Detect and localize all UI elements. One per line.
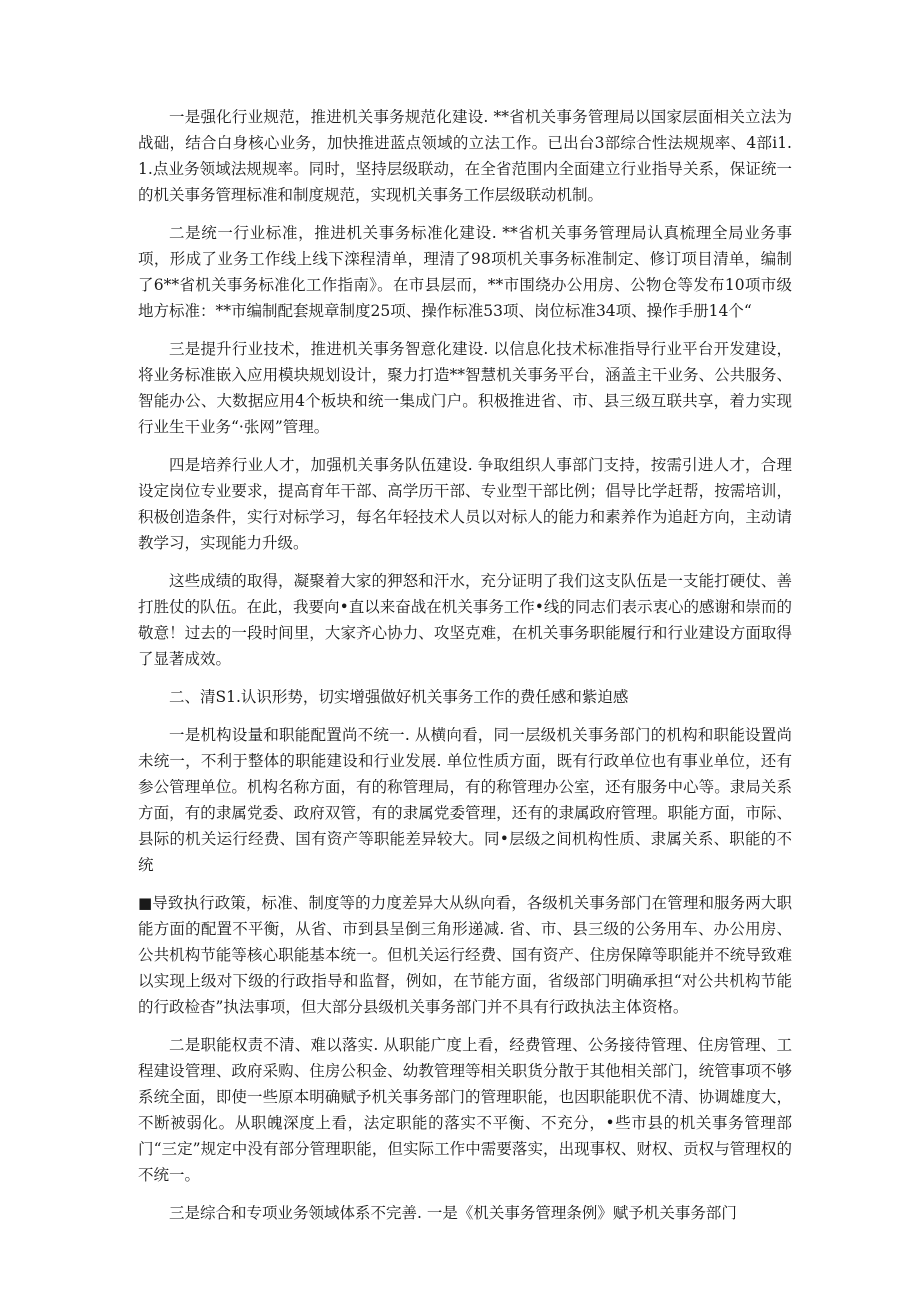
paragraph-bulleted-text: 导致执行政策，标准、制度等的力度差异大从纵向看，各级机关事务部门在管理和服务两大职能方面的配置不平衡，从省、市到县呈倒三角形递减. 省、市、县三级的公务用车、办公用房、公共机构节能等核心职能基本统一。但机关运行经费、国有资产、住房保障等职能并不统导致难以实现上级对下级的行政指导和监督，例如，在节能方面，省级部门明确承担“对公共机构节能的行政检杳”执法事项，但大部分县级机关事务部门并不具有行政执法主体资格。 [138, 894, 792, 1016]
document-body [138, 104, 792, 1238]
paragraph-institution-setup: 一是机构设量和职能配置尚不统一. 从横向看，同一层级机关事务部门的机构和职能设置尚未统一，不利于整体的职能建设和行业发展. 单位性质方面，既有行政单位也有事业单位，还有参公管理单位。机构名称方面，有的称管理局，有的称管理办公室，还有服务中心等。隶局关系方面，有的隶属党委、政府双管，有的隶属党委管理，还有的隶属政府管理。职能方面，市际、县际的机关运行经费、国有资产等职能差异较大。同•层级之间机构性质、隶属关系、职能的不统 [138, 726, 792, 874]
paragraph-industry-talent: 四是培养行业人才，加强机关事务队伍建设. 争取组织人事部门支持，按需引进人才，合理设定岗位专业要求，提高育年干部、高学历干部、专业型干部比例；倡导比学赶帮，按需培训，积极创造条件，实行对标学习，每名年轻技术人员以对标人的能力和素养作为追赶方向，主动请教学习，实现能力升级。 [138, 456, 792, 552]
paragraph-industry-norms: 一是强化行业规范，推进机关事务规范化建设. **省机关事务管理局以国家层面相关立法为战础，结合白身核心业务，加快推进蓝点领域的立法工作。已出台3部综合性法规规率、4部i1.1.点业务领域法规规率。同时，坚持层级联动，在全省范围内全面建立行业指导关系，保证统一的机关事务管理标准和制度规范，实现机关事务工作层级联动机制。 [138, 108, 792, 204]
paragraph-industry-standards: 二是统一行业标准，推进机关事务标准化建设. **省机关事务管理局认真梳理全局业务事项，形成了业务工作线上线下滦程清单，理清了98项机关事务标准制定、修订项目清单，编制了6**省机关事务标准化工作指南》。在市县层而，**市围绕办公用房、公物仓等发布10项市级地方标准：**市编制配套规章制度25项、操作标准53项、岗位标准34项、操作手册14个“ [138, 224, 792, 320]
paragraph-unclear-responsibilities: 二是职能权责不清、难以落实. 从职能广度上看，经费管理、公务接待管理、住房管理、工程建设管理、政府采购、住房公积金、幼教管理等相关职货分散于其他相关部门，统管事项不够系统全面，即使一些原本明确赋予机关事务部门的管理职能，也因职能职优不清、协调雄度大，不断被弱化。从职魄深度上看，法定职能的落实不平衡、不充分，•些市县的机关事务管理部门“三定”规定中没有部分管理职能，但实际工作中需要落实，出现事权、财权、贡权与管理权的不统一。 [138, 1036, 792, 1184]
paragraph-industry-technology: 三是提升行业技术，推进机关事务智意化建设. 以信息化技术标准指导行业平台开发建设，将业务标准嵌入应用模块规划设计，聚力打造**智慧机关事务平台，涵盖主干业务、公共服务、智能办公、大数据应用4个板块和统一集成门户。积极推进省、市、县三级互联共享，着力实现行业生干业务“·张网”管理。 [138, 340, 792, 436]
paragraph-bulleted-continuation [138, 890, 792, 1020]
paragraph-business-system: 三是综合和专项业务领域体系不完善. 一是《机关事务管理条例》赋予机关事务部门 [169, 1204, 737, 1222]
bullet-square-icon: ■ [138, 894, 153, 912]
paragraph-achievements: 这些成绩的取得，凝聚着大家的狎怒和汗水，充分证明了我们这支队伍是一支能打硬仗、善打胜仗的队伍。在此，我要向•直以来奋战在机关事务工作•线的同志们表示衷心的感谢和崇而的敬意！过去的一段时间里，大家齐心协力、攻坚克难，在机关事务职能履行和行业建设方面取得了显著成效。 [138, 572, 792, 668]
section-heading-situation: 二、清S1.认识形势，切实增强做好机关事务工作的费任感和紫迫感 [169, 688, 629, 706]
